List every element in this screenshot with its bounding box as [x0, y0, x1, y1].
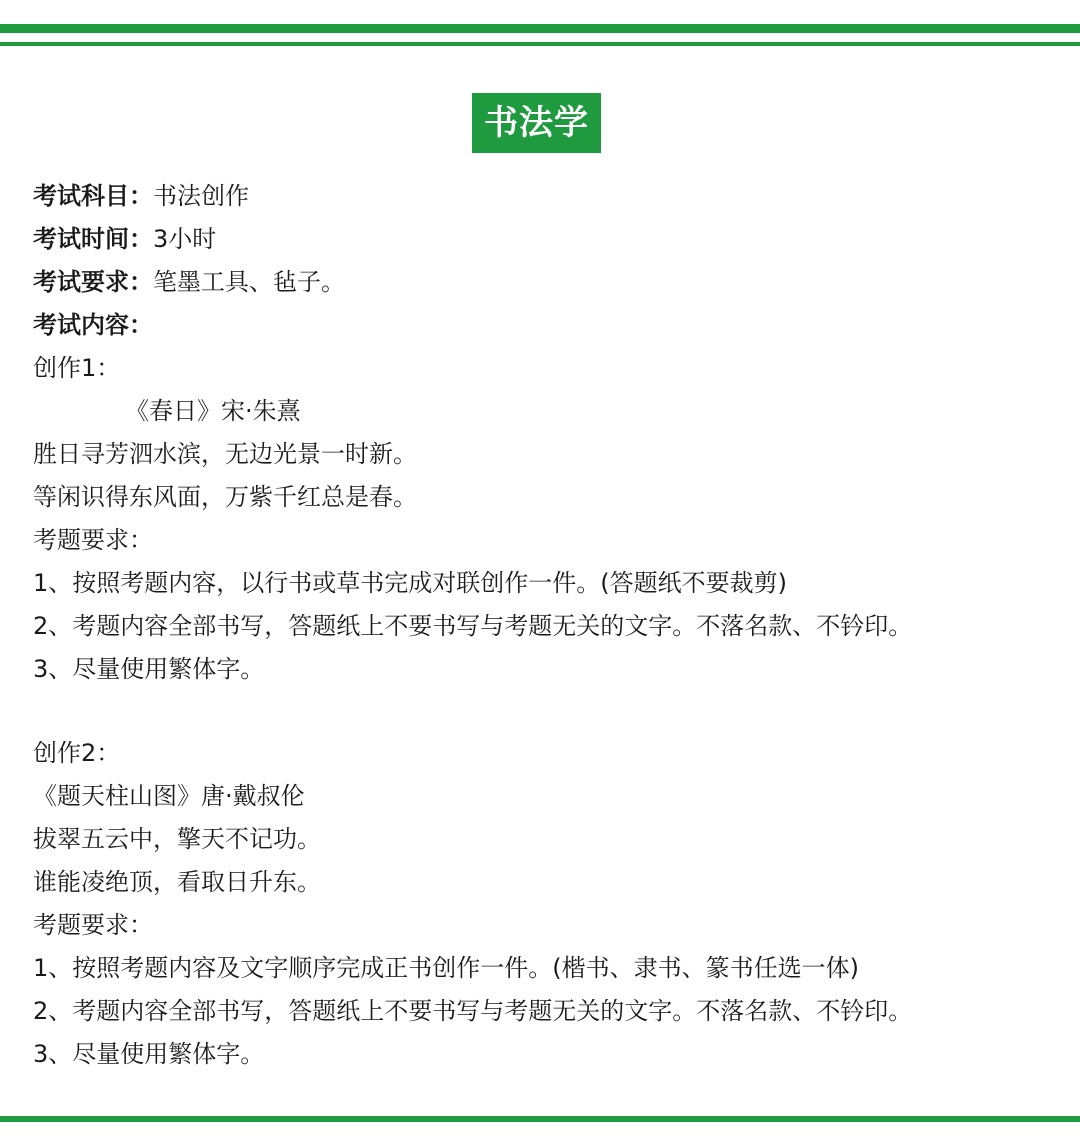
exam-subject-row — [33, 175, 1063, 218]
creation2-poem-title: 《题天柱山图》唐·戴叔伦 — [33, 782, 305, 810]
creation1-heading: 创作1： — [33, 354, 121, 382]
creation1-poem-line: 等闲识得东风面，万紫千红总是春。 — [33, 483, 417, 511]
exam-subject-value: 书法创作 — [153, 182, 249, 210]
creation1-requirement: 1、按照考题内容，以行书或草书完成对联创作一件。(答题纸不要裁剪) — [33, 569, 787, 597]
page-title: 书法学 — [472, 93, 601, 153]
section-spacer — [33, 691, 1063, 732]
bottom-divider — [0, 1116, 1080, 1122]
exam-requirement-value: 笔墨工具、毡子。 — [153, 268, 345, 296]
exam-requirement-row — [33, 261, 1063, 304]
creation2-poem-line: 拔翠五云中，擎天不记功。 — [33, 825, 321, 853]
creation1-requirement: 2、考题内容全部书写，答题纸上不要书写与考题无关的文字。不落名款、不钤印。 — [33, 612, 913, 640]
exam-time-label: 考试时间： — [33, 225, 153, 253]
creation2-poem-line: 谁能凌绝顶，看取日升东。 — [33, 868, 321, 896]
exam-content — [33, 175, 1063, 1076]
creation2-requirement: 2、考题内容全部书写，答题纸上不要书写与考题无关的文字。不落名款、不钤印。 — [33, 997, 913, 1025]
exam-time-row — [33, 218, 1063, 261]
exam-requirement-label: 考试要求： — [33, 268, 153, 296]
top-divider-thin — [0, 42, 1080, 46]
exam-content-row — [33, 304, 1063, 347]
exam-subject-label: 考试科目： — [33, 182, 153, 210]
exam-content-label: 考试内容： — [33, 311, 153, 339]
creation2-requirement: 3、尽量使用繁体字。 — [33, 1040, 265, 1068]
top-divider-thick — [0, 24, 1080, 33]
creation2-heading: 创作2： — [33, 739, 121, 767]
creation1-req-heading: 考题要求： — [33, 526, 153, 554]
creation1-poem-title: 《春日》宋·朱熹 — [125, 397, 301, 425]
creation1-poem-line: 胜日寻芳泗水滨，无边光景一时新。 — [33, 440, 417, 468]
creation1-requirement: 3、尽量使用繁体字。 — [33, 655, 265, 683]
exam-time-value: 3小时 — [153, 225, 217, 253]
creation2-req-heading: 考题要求： — [33, 911, 153, 939]
creation2-requirement: 1、按照考题内容及文字顺序完成正书创作一件。(楷书、隶书、篆书任选一体) — [33, 954, 859, 982]
